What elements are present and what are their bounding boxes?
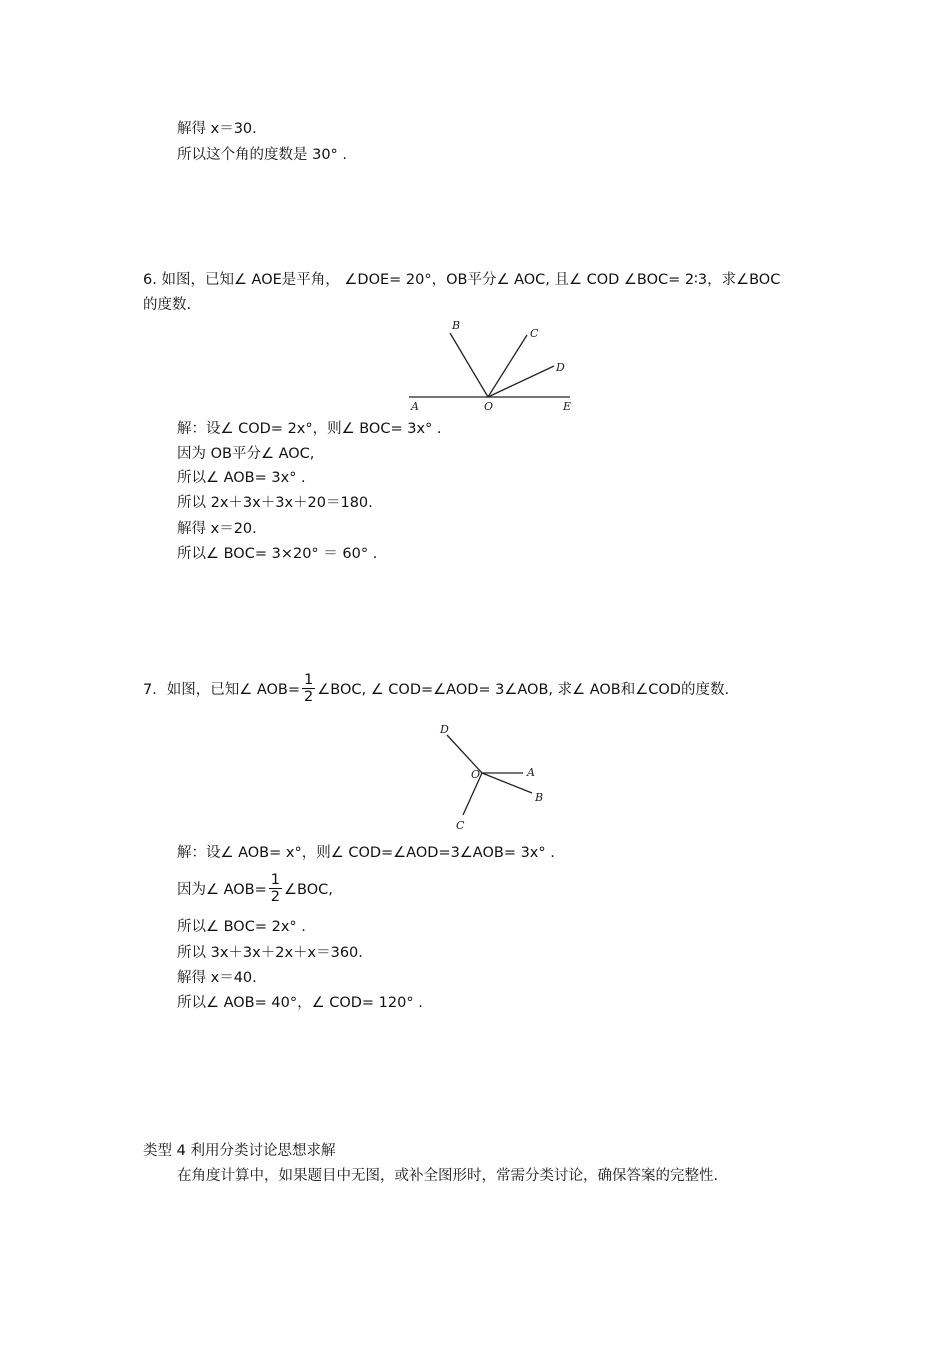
q6-question-line-1: 6. 如图，已知∠ AOE是平角， ∠DOE= 20°，OB平分∠ AOC, 且∠ COD ∠BOC= 2∶3，求∠BOC (143, 272, 781, 288)
q6-label-O: O (484, 400, 494, 413)
q7-question (143, 672, 729, 708)
q7-solution-fraction-numerator: 1 (270, 871, 281, 888)
q7-solution-line-5: 解得 x＝40. (177, 970, 257, 986)
q7-solution-line-2-suffix: ∠BOC, (284, 882, 333, 898)
q6-label-B: B (452, 319, 461, 332)
q6-question-line-2: 的度数. (143, 297, 192, 313)
q7-label-C: C (456, 819, 465, 832)
q7-solution-fraction (269, 872, 282, 905)
type4-heading: 类型 4 利用分类讨论思想求解 (143, 1143, 336, 1159)
q7-fraction-denominator: 2 (304, 688, 314, 705)
q6-solution-line-2: 因为 OB平分∠ AOC, (177, 446, 315, 462)
q7-fraction-numerator: 1 (304, 671, 314, 688)
q6-solution-line-6: 所以∠ BOC= 3×20° ＝ 60° . (177, 546, 378, 562)
q7-question-suffix: ∠BOC, ∠ COD=∠AOD= 3∠AOB, 求∠ AOB和∠COD的度数. (317, 682, 730, 698)
q7-solution-line-3: 所以∠ BOC= 2x° . (177, 919, 306, 935)
top-line-2: 所以这个角的度数是 30° . (177, 147, 348, 163)
q6-solution-line-4: 所以 2x＋3x＋3x＋20＝180. (177, 495, 373, 511)
q7-label-B: B (535, 791, 544, 804)
q7-label-D: D (440, 723, 449, 736)
q6-label-A: A (411, 400, 419, 413)
q7-label-O: O (471, 768, 481, 781)
q7-question-prefix: 7．如图，已知∠ AOB= (143, 682, 301, 698)
q6-solution-line-5: 解得 x＝20. (177, 521, 257, 537)
top-line-1: 解得 x＝30. (177, 121, 257, 137)
q7-solution-line-2 (177, 872, 333, 908)
q7-solution-line-1: 解：设∠ AOB= x°，则∠ COD=∠AOD=3∠AOB= 3x° . (177, 845, 555, 861)
q7-figure (435, 720, 550, 835)
q6-label-E: E (563, 400, 572, 413)
q6-label-D: D (556, 361, 565, 374)
q6-solution-line-3: 所以∠ AOB= 3x° . (177, 470, 306, 486)
q6-ray-OB (450, 333, 488, 397)
q7-solution-line-2-prefix: 因为∠ AOB= (177, 882, 267, 898)
q7-solution-line-6: 所以∠ AOB= 40°，∠ COD= 120° . (177, 995, 423, 1011)
q7-ray-OB (482, 773, 532, 793)
q7-fraction (302, 672, 315, 705)
q7-label-A: A (527, 766, 535, 779)
q7-solution-line-4: 所以 3x＋3x＋2x＋x＝360. (177, 945, 363, 961)
type4-body: 在角度计算中，如果题目中无图，或补全图形时，常需分类讨论，确保答案的完整性. (177, 1168, 719, 1184)
q6-figure (405, 318, 580, 418)
q6-solution-line-1: 解：设∠ COD= 2x°，则∠ BOC= 3x° . (177, 421, 442, 437)
q6-label-C: C (530, 327, 539, 340)
q7-solution-fraction-denominator: 2 (270, 888, 281, 905)
